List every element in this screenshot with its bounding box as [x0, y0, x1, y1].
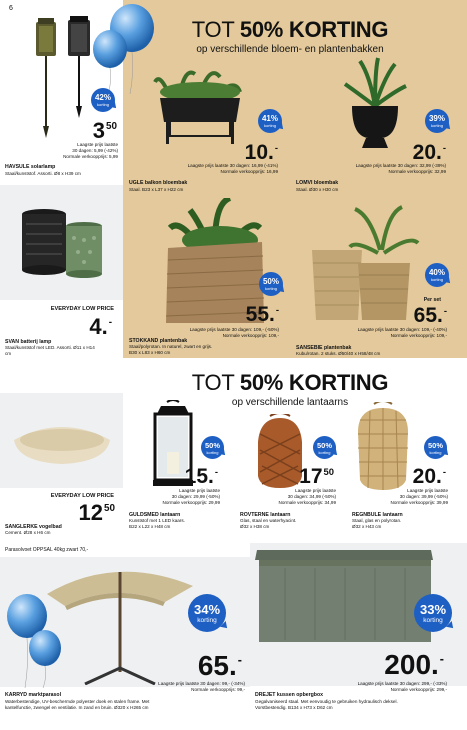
lomvi-discount-badge	[425, 109, 449, 133]
price-cents: -	[237, 653, 242, 667]
badge-percent: 50%	[427, 441, 443, 450]
price-note: Laagste prijs laatste	[295, 488, 336, 493]
price-main: 200.	[384, 649, 439, 680]
price-note: 30 dagen: 29,99 (-50%)	[171, 494, 220, 500]
stokkand-price-notes	[190, 327, 279, 339]
price-cents: -	[108, 317, 112, 328]
price-note: 30 dagen: 5,99 (-42%)	[72, 148, 118, 154]
lomvi-price-notes	[356, 163, 446, 175]
badge-percent: 33%	[419, 602, 447, 617]
badge-percent: 40%	[428, 268, 445, 277]
regnbule-price-notes	[391, 488, 448, 506]
drejet-discount-badge	[414, 594, 452, 632]
rovterne-discount-badge	[313, 436, 336, 459]
badge-word: korting	[430, 277, 443, 282]
price-cents: -	[214, 467, 218, 478]
price-main: 15.	[184, 465, 214, 488]
badge-word: korting	[206, 450, 219, 455]
price-main: 65.	[197, 650, 237, 681]
badge-percent: 34%	[193, 602, 221, 617]
price-main: 20.	[412, 141, 442, 164]
karryd-desc	[5, 699, 149, 711]
svan-name: SVAN batterij lamp	[5, 339, 52, 345]
top-section-heading	[170, 17, 410, 55]
desc-line: Staal/polyrotan. In naturel, zwart en grijs.	[129, 344, 213, 349]
price-main: 4.	[89, 314, 108, 339]
price-note: Laagste prijs laatste 30 dagen: 109,- (-40%)	[357, 327, 447, 332]
sanglerke-label: EVERYDAY LOW PRICE	[50, 493, 114, 499]
stokkand-desc	[129, 344, 212, 356]
price-note: Normale verkoopprijs: 5,99	[63, 154, 118, 160]
lomvi-price	[413, 142, 446, 163]
drejet-price	[384, 651, 444, 679]
price-note: 30 dagen: 39,99 (-50%)	[399, 494, 448, 500]
karryd-discount-badge	[188, 594, 226, 632]
regnbule-desc	[352, 518, 401, 530]
price-note: Normale verkoopprijs: 109,-	[390, 333, 447, 339]
lomvi-desc: Staal. Ø30 x H30 cm	[296, 187, 339, 192]
sansebie-desc: Kubu/rotan. 2 stuks. Ø50/40 x H58/48 cm	[296, 351, 381, 356]
sansebie-discount-badge	[425, 263, 449, 287]
guldsmed-desc	[129, 518, 185, 530]
badge-word: korting	[423, 617, 443, 624]
karryd-price	[198, 652, 242, 680]
badge-percent: 50%	[316, 441, 332, 450]
desc-line: Kunststof met 1 LED kaars.	[129, 518, 185, 523]
sanglerke-desc: Cement. Ø28 x H6 cm	[5, 530, 51, 535]
price-cents: -	[275, 305, 279, 316]
price-main: 3	[92, 118, 106, 143]
price-note: Laagste prijs laatste 30 dagen: 109,- (-50%)	[189, 327, 279, 332]
svan-price	[89, 316, 112, 338]
karryd-name: KARRYD marktparasol	[5, 692, 62, 698]
badge-word: korting	[263, 123, 276, 128]
price-cents: -	[442, 143, 446, 154]
solar-lamp-illustration	[30, 14, 100, 139]
flower-pot-illustration	[340, 56, 410, 151]
stokkand-discount-badge	[259, 272, 283, 296]
guldsmed-name: GULDSMED lantaarn	[129, 512, 181, 518]
heading-light: TOT	[191, 370, 240, 395]
badge-word: korting	[96, 102, 109, 107]
price-note: Normale verkoopprijs: 32,99	[388, 169, 446, 175]
badge-word: korting	[429, 450, 442, 455]
desc-line: Ø32 x H38 cm	[240, 524, 270, 529]
sanglerke-price	[79, 502, 115, 524]
price-main: 17	[299, 465, 323, 488]
price-main: 65.	[413, 304, 443, 327]
badge-percent: 39%	[428, 114, 445, 123]
sansebie-price	[414, 305, 447, 326]
havsule-desc: Staal/kunststof. Assorti. Ø8 x H39 cm	[5, 171, 81, 176]
price-note: Laagste prijs laatste 30 dagen: 299,- (-33%)	[357, 681, 447, 686]
price-cents: -	[442, 467, 446, 478]
ugle-desc: Staal. B23 x L37 x H22 cm	[129, 187, 184, 192]
price-cents: 50	[323, 467, 334, 478]
parasol-base-note: Parasolvoet OPPSAL 40kg zwart 70,-	[5, 547, 89, 553]
parasol-illustration	[45, 560, 195, 685]
price-note: Normale verkoopprijs: 99,-	[191, 687, 245, 693]
balcony-planter-illustration	[150, 62, 250, 147]
price-cents: 50	[104, 503, 115, 514]
price-cents: -	[439, 652, 444, 666]
price-note: 30 dagen: 34,99 (-50%)	[287, 494, 336, 500]
regnbule-name: REGNBULE lantaarn	[352, 512, 403, 518]
badge-word: korting	[264, 286, 277, 291]
havsule-name: HAVSULE solarlamp	[5, 164, 56, 170]
desc-line: B22 x L22 x H48 cm	[129, 524, 171, 529]
price-main: 12	[78, 500, 104, 525]
sansebie-name: SANSEBIE plantenbak	[296, 345, 352, 351]
balloons-illustration	[92, 4, 157, 94]
rovterne-price-notes	[279, 488, 336, 506]
price-note: Normale verkoopprijs: 29,99	[162, 500, 220, 506]
price-note: Laagste prijs laatste	[407, 488, 448, 493]
stokkand-name: STOKKAND plantenbak	[129, 338, 188, 344]
price-note: Laagste prijs laatste	[179, 488, 220, 493]
price-note: Laagste prijs laatste 30 dagen: 99,- (-34%)	[158, 681, 245, 686]
price-main: 20.	[412, 465, 442, 488]
desc-line: kantelfunctie, zwengel en ventilatie. In zand en bruin. Ø320 x H265 cm	[5, 705, 149, 710]
heading-light: TOT	[191, 17, 240, 42]
price-main: 10.	[244, 141, 274, 164]
regnbule-discount-badge	[424, 436, 447, 459]
svan-desc: Staal/kunststof met LED. Assorti. Ø11 x H14 cm	[5, 345, 95, 356]
bird-bath-illustration	[10, 418, 115, 468]
guldsmed-discount-badge	[201, 436, 224, 459]
badge-word: korting	[318, 450, 331, 455]
desc-line: Waterbestendige, UV-beschermde polyester doek en stalen frame. Met	[5, 699, 150, 704]
havsule-discount-badge	[91, 88, 115, 112]
price-note: Normale verkoopprijs: 109,-	[222, 333, 279, 339]
price-note: Normale verkoopprijs: 34,99	[278, 500, 336, 506]
desc-line: Ø32 x H43 cm	[352, 524, 382, 529]
desc-line: Glas, staal en waterhyacint.	[240, 518, 297, 523]
heading-sub: op verschillende lantaarns	[231, 397, 349, 408]
lomvi-name: LOMVI bloembak	[296, 180, 339, 186]
price-note: Normale verkoopprijs: 39,99	[390, 500, 448, 506]
balloons-illustration	[5, 588, 65, 688]
price-note: Laagste prijs laatste	[77, 142, 118, 147]
heading-sub: op verschillende bloem- en plantenbakken	[196, 44, 384, 55]
badge-percent: 50%	[204, 441, 220, 450]
price-note: Laagste prijs laatste 30 dagen: 32,99 (-39%)	[355, 163, 446, 168]
rattan-baskets-illustration	[310, 205, 420, 323]
heading-bold: 50% KORTING	[239, 17, 389, 42]
desc-line: B30 x L83 x H60 cm	[129, 350, 171, 355]
regnbule-price	[413, 466, 446, 487]
sansebie-price-notes	[358, 327, 447, 339]
rovterne-desc	[240, 518, 296, 530]
badge-percent: 42%	[94, 93, 111, 102]
price-note: Laagste prijs laatste 30 dagen: 16,99 (-41%)	[187, 163, 278, 168]
drejet-name: DREJET kussen opbergbox	[255, 692, 324, 698]
stokkand-price	[246, 304, 279, 325]
ugle-price	[245, 142, 278, 163]
karryd-price-notes	[158, 681, 245, 693]
desc-line: Staal, glas en polyrotan.	[352, 518, 402, 523]
guldsmed-price-notes	[163, 488, 220, 506]
price-note: Normale verkoopprijs: 16,99	[220, 169, 278, 175]
page-number: 6	[9, 5, 13, 12]
rovterne-price	[299, 466, 334, 487]
ugle-discount-badge	[258, 109, 282, 133]
desc-line: Vorstbestendig. B134 x H73 x D62 cm	[255, 705, 333, 710]
havsule-price	[93, 120, 117, 142]
rattan-lantern-illustration	[352, 402, 414, 492]
battery-lamp-illustration	[12, 200, 112, 285]
price-cents: -	[443, 306, 447, 317]
ugle-name: UGLE balkon bloembak	[129, 180, 188, 186]
rovterne-name: ROVTERNE lantaarn	[240, 512, 291, 518]
badge-percent: 50%	[262, 277, 279, 286]
heading-bold: 50% KORTING	[239, 370, 389, 395]
ugle-price-notes	[188, 163, 278, 175]
guldsmed-price	[185, 466, 218, 487]
sanglerke-name: SANGLERKE vogelbad	[5, 524, 62, 530]
havsule-price-notes	[63, 142, 118, 160]
badge-word: korting	[197, 617, 217, 624]
sansebie-set-label: Per set	[423, 297, 441, 303]
storage-box-illustration	[255, 546, 435, 646]
svan-label: EVERYDAY LOW PRICE	[50, 306, 114, 312]
drejet-price-notes	[358, 681, 447, 693]
price-note: Normale verkoopprijs: 299,-	[390, 687, 447, 693]
divider	[0, 180, 123, 184]
price-cents: -	[274, 143, 278, 154]
badge-word: korting	[430, 123, 443, 128]
price-main: 55.	[245, 303, 275, 326]
desc-line: Gegalvaniseerd staal. Met eenvoudig te gebruiken hydraulisch deksel.	[255, 699, 398, 704]
price-cents: 50	[106, 121, 117, 132]
badge-percent: 41%	[261, 114, 278, 123]
drejet-desc	[255, 699, 398, 711]
